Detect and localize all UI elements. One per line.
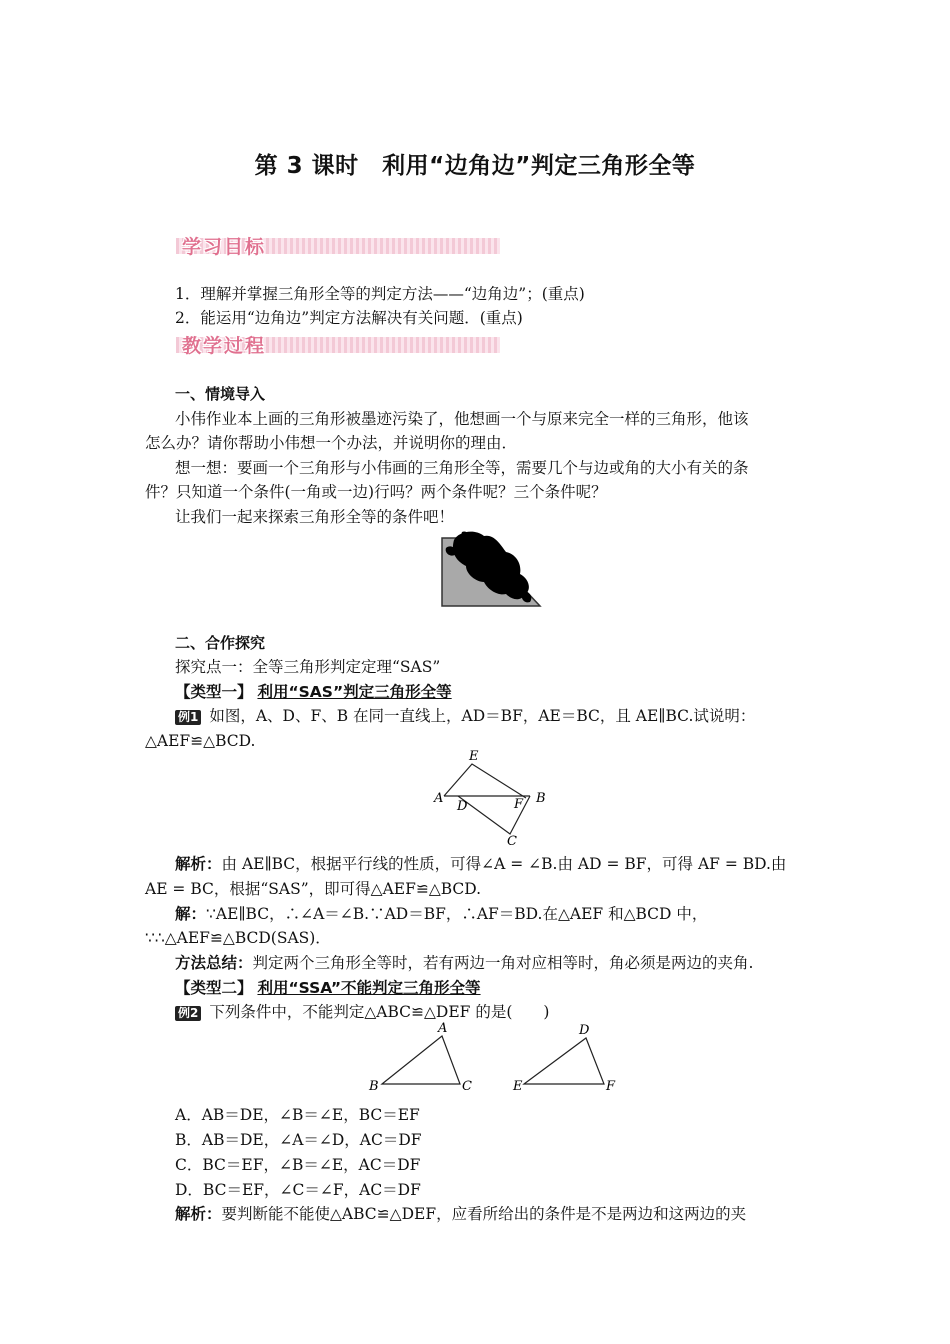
option-b: B．AB＝DE，∠A＝∠D，AC＝DF <box>175 1131 422 1149</box>
paragraph: 件？只知道一个条件(一角或一边)行吗？两个条件呢？三个条件呢？ <box>145 483 607 501</box>
solution1-line <box>175 903 707 925</box>
solution1-text: ∵AE∥BC，∴∠A＝∠B.∵AD＝BF，∴AF＝BD.在△AEF 和△BCD 中， <box>206 905 708 923</box>
analysis2-label: 解析： <box>175 1205 222 1223</box>
fig2-label-b: B <box>369 1079 379 1094</box>
section1-heading: 一、情境导入 <box>175 385 266 403</box>
fig2-label-c: C <box>462 1079 472 1094</box>
method-summary <box>175 952 753 974</box>
fig2-label-d: D <box>579 1023 590 1038</box>
analysis2-text: 要判断能不能使△ABC≌△DEF，应看所给出的条件是不是两边和这两边的夹 <box>221 1205 747 1223</box>
analysis1-line <box>175 853 786 875</box>
example2-tag: 例2 <box>175 1006 201 1021</box>
fig1-label-c: C <box>507 834 517 846</box>
option-c: C．BC＝EF，∠B＝∠E，AC＝DF <box>175 1156 421 1174</box>
paragraph: 让我们一起来探索三角形全等的条件吧！ <box>175 508 455 526</box>
example2-text: 下列条件中，不能判定△ABC≌△DEF 的是( ) <box>209 1003 550 1021</box>
solution1-label: 解： <box>175 905 207 923</box>
analysis2-line <box>175 1203 746 1225</box>
triangles-abc-def-figure <box>366 1022 618 1094</box>
fig1-label-d: D <box>457 799 468 814</box>
type1-title: 利用“SAS”判定三角形全等 <box>257 683 452 701</box>
goal-item: 2．能运用“边角边”判定方法解决有关问题．(重点) <box>175 309 523 327</box>
fig2-label-a: A <box>438 1022 448 1036</box>
option-d: D．BC＝EF，∠C＝∠F，AC＝DF <box>175 1181 421 1199</box>
type1-tag: 【类型一】 <box>175 683 253 701</box>
paragraph: 怎么办？请你帮助小伟想一个办法，并说明你的理由． <box>145 434 518 452</box>
type2-title: 利用“SSA”不能判定三角形全等 <box>257 979 481 997</box>
example1-text-cont: △AEF≌△BCD. <box>145 732 256 750</box>
example1-text: 如图，A、D、F、B 在同一直线上，AD＝BF，AE＝BC，且 AE∥BC.试说明： <box>209 707 756 725</box>
fig1-label-b: B <box>536 791 546 806</box>
process-banner <box>176 331 500 357</box>
goals-banner-label: 学习目标 <box>182 236 267 258</box>
ink-stained-triangle-figure <box>436 530 546 612</box>
type1-heading <box>175 681 452 703</box>
fig1-label-f: F <box>514 797 524 812</box>
fig1-label-e: E <box>469 749 479 764</box>
goals-banner <box>176 232 500 258</box>
paragraph: 小伟作业本上画的三角形被墨迹污染了，他想画一个与原来完全一样的三角形，他该 <box>175 410 749 428</box>
analysis1-text: 由 AE∥BC，根据平行线的性质，可得∠A = ∠B.由 AD = BF，可得 AF = BD.由 <box>221 855 787 873</box>
example1-line <box>175 705 755 727</box>
fig2-label-e: E <box>513 1079 523 1094</box>
triangles-aef-bcd-figure <box>432 748 558 846</box>
fig2-label-f: F <box>606 1079 616 1094</box>
method-label: 方法总结： <box>175 954 253 972</box>
paragraph: 想一想：要画一个三角形与小伟画的三角形全等，需要几个与边或角的大小有关的条 <box>175 459 749 477</box>
process-banner-label: 教学过程 <box>182 335 267 357</box>
analysis1-label: 解析： <box>175 855 222 873</box>
section2-heading: 二、合作探究 <box>175 634 266 652</box>
solution1-text-cont: ∵∴△AEF≌△BCD(SAS)． <box>145 929 331 947</box>
example2-line <box>175 1001 549 1023</box>
option-a: A．AB＝DE，∠B＝∠E，BC＝EF <box>175 1106 420 1124</box>
example1-tag: 例1 <box>175 710 201 725</box>
method-text: 判定两个三角形全等时，若有两边一角对应相等时，角必须是两边的夹角. <box>252 954 754 972</box>
explore-point-1: 探究点一：全等三角形判定定理“SAS” <box>175 658 441 676</box>
page-title: 第 3 课时 利用“边角边”判定三角形全等 <box>254 153 696 179</box>
type2-heading <box>175 977 481 999</box>
type2-tag: 【类型二】 <box>175 979 253 997</box>
fig1-label-a: A <box>434 791 444 806</box>
goal-item: 1．理解并掌握三角形全等的判定方法——“边角边”；(重点) <box>175 285 585 303</box>
analysis1-text-cont: AE = BC，根据“SAS”，即可得△AEF≌△BCD. <box>145 880 482 898</box>
